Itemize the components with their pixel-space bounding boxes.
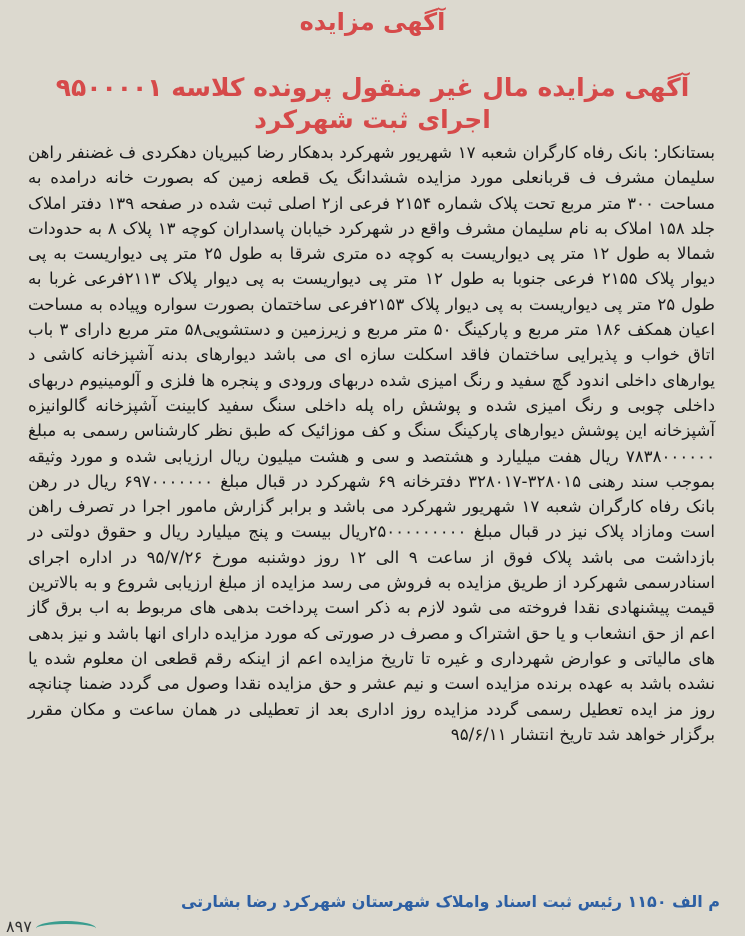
logo-mark-icon — [36, 921, 96, 936]
signature-line: م الف ۱۱۵۰ رئیس ثبت اسناد واملاک شهرستان شهرکرد رضا بشارتی — [180, 892, 720, 911]
notice-body: بستانکار: بانک رفاه کارگران شعبه ۱۷ شهریور شهرکرد بدهکار رضا کبیریان دهکردی ف غضنفر راهن سلیمان مشرف ف قربانعلی مورد مزایده ششدانگ یک قطعه زمین که بصورت خانه درامده به مساحت ۳۰۰ متر مربع تحت پلاک شماره ۲۱۵۴ فرعی از۲ اصلی ثبت شده در صفحه ۱۳۹ دفتر املاک جلد ۱۵۸ املاک به نام سلیمان مشرف واقع در شهرکرد خیابان پاسداران کوچه ۱۳ پلاک ۸ به حدودات شمالا به طول ۱۲ متر پی دیواریست به کوچه ده متری شرقا به طول ۲۵ متر پی دیواریست به پی دیوار پلاک ۲۱۵۵ فرعی جنوبا به طول ۱۲ متر پی دیواریست به پی دیوار پلاک ۲۱۱۳فرعی غربا به طول ۲۵ متر پی دیواریست به پی دیوار پلاک ۲۱۵۳فرعی ساختمان بصورت سواره وپیاده به مساحت اعیان همکف ۱۸۶ متر مربع و پارکینگ ۵۰ متر مربع و زیرزمین و دستشویی۵۸ متر مربع دارای ۳ باب اتاق خواب و پذیرایی ساختمان فاقد اسکلت سازه ای می باشد دیوارهای بدنه آشپزخانه کاشی د یوارهای داخلی اندود گچ سفید و رنگ امیزی شده دربهای ورودی و پنجره ها فلزی و آلومینیوم دربهای داخلی چوبی و رنگ امیزی شده و پوشش راه پله داخلی سنگ سفید کابینت آشپزخانه گالوانیزه آشپزخانه این پوشش دیوارهای پارکینگ سنگ و کف موزائیک که طبق نظر کارشناس رسمی به مبلغ ۷۸۳۸۰۰۰۰۰۰ ریال هفت میلیارد و هشتصد و سی و هشت میلیون ریال ارزیابی شده و مورد وثیقه بموجب سند رهنی ۳۲۸۰۱۵-۳۲۸۰۱۷ دفترخانه ۶۹ شهرکرد در قبال مبلغ ۶۹۷۰۰۰۰۰۰۰ ریال در رهن بانک رفاه کارگران شعبه ۱۷ شهریور شهرکرد می باشد و برابر گزارش مامور اجرا در تصرف راهن است ومازاد پلاک نیز در قبال مبلغ ۲۵۰۰۰۰۰۰۰۰۰ریال بیست و پنج میلیارد ریال و حقوق دولتی در بازداشت می باشد پلاک فوق از ساعت ۹ الی ۱۲ روز دوشنبه مورخ ۹۵/۷/۲۶ در اداره اجرای اسنادرسمی شهرکرد از طریق مزایده به فروش می رسد مزایده از مبلغ ارزیابی شروع و به بالاترین قیمت پیشنهادی نقدا فروخته می شود لازم به ذکر است پرداخت بدهی های مربوط به اب برق گاز اعم از حق انشعاب و یا حق اشتراک و مصرف در صورتی که مورد مزایده دارای انها باشد و نیز بدهی های مالیاتی و عوارض شهرداری و غیره تا تاریخ مزایده اعم از اینکه رقم قطعی ان معلوم شده یا نشده باشد به عهده برنده مزایده است و نیم عشر و حق مزایده نقدا وصول می گردد ضمنا چنانچه روز مز ایده تعطیل رسمی گردد مزایده روز اداری بعد از تعطیلی در همان ساعت و مکان مقرر برگزار خواهد شد تاریخ انتشار ۹۵/۶/۱۱ — [28, 143, 716, 744]
notice-title: آگهی مزایده — [299, 8, 446, 36]
page-number: ۸۹۷ — [6, 917, 32, 936]
notice-subtitle: آگهی مزایده مال غیر منقول پرونده کلاسه ۹۵۰۰۰۰۱ اجرای ثبت شهرکرد — [55, 73, 690, 134]
